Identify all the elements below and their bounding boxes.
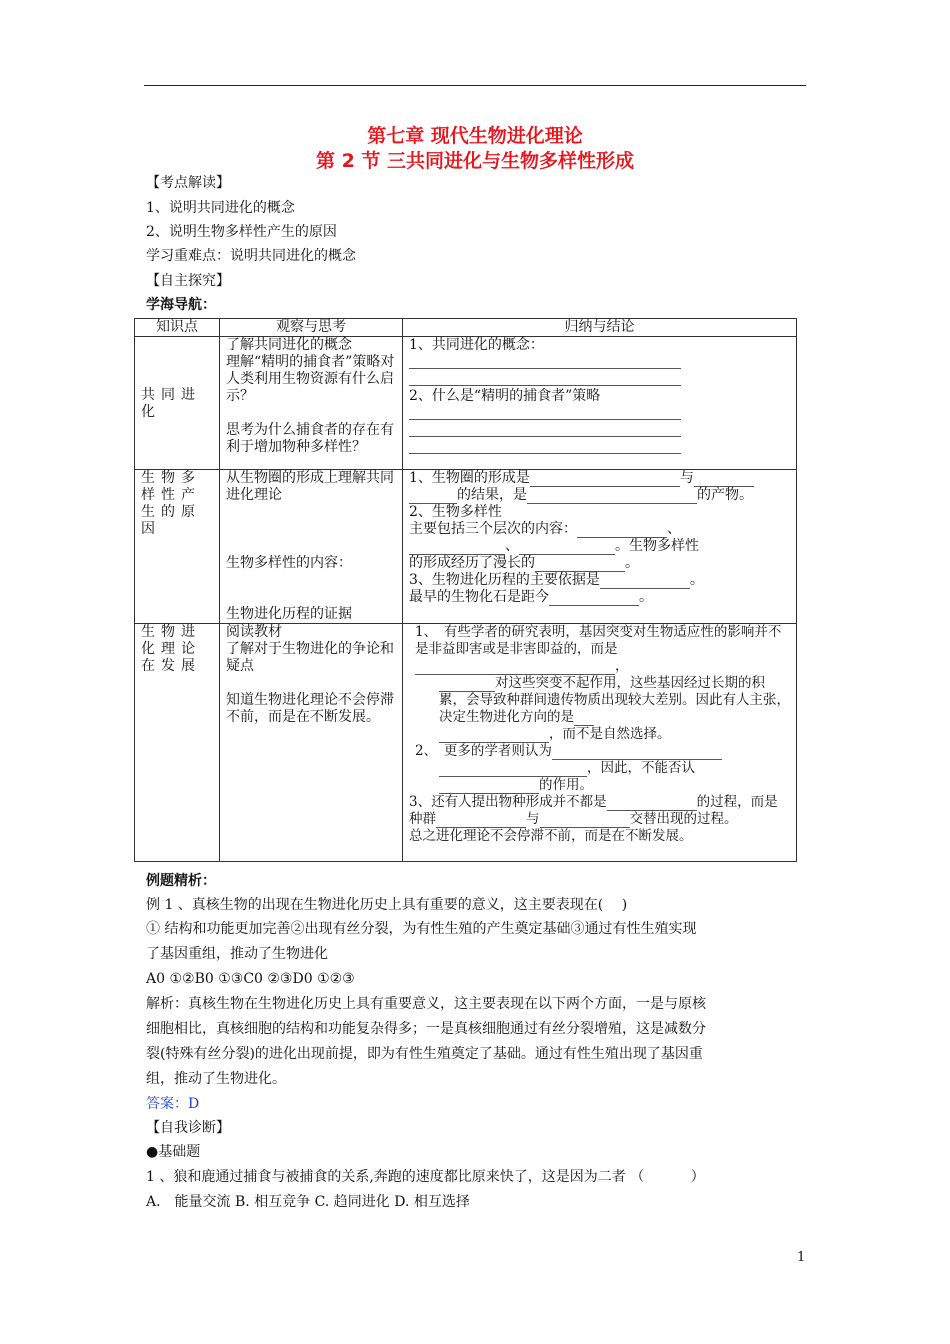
question-text: 。生物多样性 bbox=[615, 538, 699, 554]
answer-blank[interactable] bbox=[409, 354, 681, 369]
question-text: 的产物。 bbox=[697, 487, 753, 503]
observe-cell bbox=[220, 337, 403, 470]
observe-item: 了解对于生物进化的争论和疑点 bbox=[226, 641, 394, 674]
question-text: 。 bbox=[639, 589, 653, 605]
key-difficulty: 学习重难点：说明共同进化的概念 bbox=[146, 248, 356, 264]
observe-item: 理解“精明的捕食者”策略对人类利用生物资源有什么启示？ bbox=[226, 354, 395, 404]
question-text: ，而不是自然选择。 bbox=[549, 726, 671, 742]
answer-blank[interactable] bbox=[530, 472, 680, 487]
question-text: 1、生物圈的形成是 bbox=[409, 470, 530, 486]
observe-item: 阅读教材 bbox=[226, 624, 282, 640]
example-options-2: 了基因重组，推动了生物进化 bbox=[146, 946, 328, 962]
conclude-cell bbox=[403, 337, 797, 470]
analysis-line: 组，推动了生物进化。 bbox=[146, 1071, 286, 1087]
answer-blank[interactable] bbox=[439, 779, 539, 794]
analysis-line: 裂(特殊有丝分裂)的进化出现前提，即为有性生殖奠定了基础。通过有性生殖出现了基因重 bbox=[146, 1046, 703, 1062]
answer-blank[interactable] bbox=[694, 472, 754, 487]
nav-label: 学海导航： bbox=[146, 297, 216, 313]
answer-blank[interactable] bbox=[409, 439, 681, 454]
self-test-header: 【自我诊断】 bbox=[146, 1120, 230, 1136]
question-text: 、 bbox=[667, 521, 681, 537]
table-header-row bbox=[135, 319, 797, 337]
study-guide-table bbox=[134, 318, 797, 862]
observe-cell bbox=[220, 470, 403, 624]
question-text: 的作用。 bbox=[539, 777, 593, 793]
kaodian-header: 【考点解读】 bbox=[146, 175, 230, 191]
observe-item: 了解共同进化的概念 bbox=[226, 337, 352, 353]
example-question: 例 1 、真核生物的出现在生物进化历史上具有重要的意义，这主要表现在( ) bbox=[146, 897, 628, 913]
topic-label: 生物多样性产生的原因 bbox=[141, 470, 201, 537]
answer-blank[interactable] bbox=[574, 711, 594, 726]
topic-cell bbox=[135, 470, 220, 624]
answer-blank[interactable] bbox=[549, 591, 639, 606]
observe-item: 生物多样性的内容： bbox=[226, 555, 352, 571]
observe-cell bbox=[220, 624, 403, 862]
example-choices: A0 ①②B0 ①③C0 ②③D0 ①②③ bbox=[146, 971, 355, 987]
question-text: 的结果，是 bbox=[457, 487, 527, 503]
question-text: 的过程，而是种群 bbox=[409, 794, 778, 827]
question-text: 对这些突变不起作用，这些基因经过长期的积累，会导致种群间遗传物质出现较大差别。因此有人主张，决定生物进化方向的是 bbox=[439, 675, 790, 725]
question-item: 1、共同进化的概念： bbox=[409, 337, 544, 353]
question-text: 3、还有人提出物种形成并不都是 bbox=[409, 794, 607, 810]
observe-item: 知道生物进化理论不会停滞不前，而是在不断发展。 bbox=[226, 692, 394, 725]
question-text: 3、生物进化历程的主要依据是 bbox=[409, 572, 600, 588]
answer-blank[interactable] bbox=[535, 557, 625, 572]
table-row bbox=[135, 337, 797, 470]
answer-blank[interactable] bbox=[409, 405, 681, 420]
question-text: 的形成经历了漫长的 bbox=[409, 555, 535, 571]
explore-header: 【自主探究】 bbox=[146, 273, 230, 289]
question-text: 与 bbox=[679, 470, 694, 486]
question-text: 1、 有些学者的研究表明，基因突变对生物适应性的影响并不是非益即害或是非害即益的，而是 bbox=[415, 624, 782, 657]
conclude-cell bbox=[403, 470, 797, 624]
basic-questions-label: ●基础题 bbox=[146, 1144, 201, 1160]
question-item: 2、什么是“精明的捕食者”策略 bbox=[409, 388, 601, 404]
question-text: 。 bbox=[689, 572, 704, 588]
header-topic: 知识点 bbox=[135, 319, 220, 337]
question-text: 、 bbox=[505, 538, 519, 554]
example-options-1: ① 结构和功能更加完善②出现有丝分裂，为有性生殖的产生奠定基础③通过有性生殖实现 bbox=[146, 921, 697, 937]
observe-item: 思考为什么捕食者的存在有利于增加物种多样性？ bbox=[226, 422, 394, 455]
table-row bbox=[135, 624, 797, 862]
question-text: ，因此，不能否认 bbox=[587, 760, 695, 776]
answer-blank[interactable] bbox=[519, 540, 615, 555]
quiz-options-1: A． 能量交流 B. 相互竞争 C. 趋同进化 D. 相互选择 bbox=[146, 1194, 470, 1210]
answer-blank[interactable] bbox=[436, 813, 526, 828]
page-number: 1 bbox=[797, 1250, 806, 1265]
answer-blank[interactable] bbox=[607, 796, 697, 811]
answer-blank[interactable] bbox=[540, 813, 630, 828]
answer-blank[interactable] bbox=[409, 540, 505, 555]
question-text: 交替出现的过程。 bbox=[629, 811, 738, 827]
question-text: 最早的生物化石是距今 bbox=[409, 589, 549, 605]
answer-blank[interactable] bbox=[600, 574, 690, 589]
answer-blank[interactable] bbox=[439, 728, 549, 743]
analysis-line: 细胞相比，真核细胞的结构和功能复杂得多；一是真核细胞通过有丝分裂增殖，这是减数分 bbox=[146, 1021, 706, 1037]
topic-label: 共同进化 bbox=[141, 387, 201, 420]
answer-blank[interactable] bbox=[577, 523, 667, 538]
conclude-cell bbox=[403, 624, 797, 862]
analysis-line: 解析：真核生物在生物进化历史上具有重要意义，这主要表现在以下两个方面，一是与原核 bbox=[146, 996, 706, 1012]
answer-blank[interactable] bbox=[439, 677, 495, 692]
objective-2: 2、说明生物多样性产生的原因 bbox=[146, 224, 337, 240]
answer-blank[interactable] bbox=[409, 371, 681, 386]
table-row bbox=[135, 470, 797, 624]
header-observe: 观察与思考 bbox=[220, 319, 403, 337]
answer-blank[interactable] bbox=[409, 489, 457, 504]
example-header: 例题精析： bbox=[146, 873, 216, 889]
answer-blank[interactable] bbox=[415, 660, 615, 675]
answer-blank[interactable] bbox=[527, 489, 697, 504]
quiz-question-1: 1 、狼和鹿通过捕食与被捕食的关系,奔跑的速度都比原来快了，这是因为二者 （ ） bbox=[146, 1169, 705, 1185]
answer-blank[interactable] bbox=[552, 745, 722, 760]
topic-cell bbox=[135, 624, 220, 862]
question-text: 2、 更多的学者则认为 bbox=[415, 743, 552, 759]
header-conclude: 归纳与结论 bbox=[403, 319, 797, 337]
topic-cell bbox=[135, 337, 220, 470]
question-text: ， bbox=[615, 658, 629, 674]
observe-item: 从生物圈的形成上理解共同进化理论 bbox=[226, 470, 394, 503]
header-rule bbox=[144, 85, 806, 86]
chapter-title: 第七章 现代生物进化理论 bbox=[367, 125, 583, 147]
conclusion-text: 总之进化理论不会停滞不前，而是在不断发展。 bbox=[409, 828, 693, 844]
answer-blank[interactable] bbox=[439, 762, 587, 777]
objective-1: 1、说明共同进化的概念 bbox=[146, 200, 295, 216]
question-text: 。 bbox=[625, 555, 639, 571]
section-title: 第 2 节 三共同进化与生物多样性形成 bbox=[315, 150, 635, 172]
question-text: 与 bbox=[526, 811, 540, 827]
topic-label: 生物进化理论在发展 bbox=[141, 624, 201, 674]
question-text: 2、生物多样性 bbox=[409, 504, 502, 520]
answer-blank[interactable] bbox=[409, 422, 681, 437]
observe-item: 生物进化历程的证据 bbox=[226, 606, 352, 622]
question-text: 主要包括三个层次的内容： bbox=[409, 521, 577, 537]
example-answer: 答案：D bbox=[146, 1096, 200, 1112]
